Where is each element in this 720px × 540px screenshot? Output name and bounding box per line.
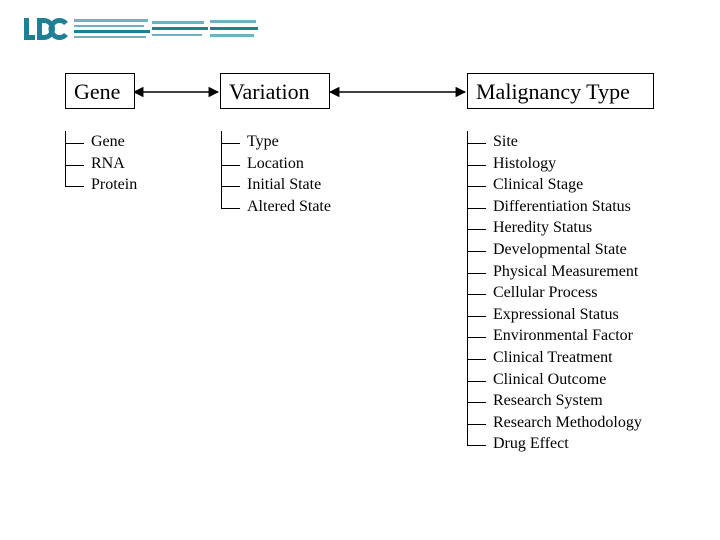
gene-box [65,73,135,109]
list-item: Gene [91,131,137,153]
malignancy-items-list [493,131,642,455]
list-item: Protein [91,174,137,196]
list-item: Clinical Treatment [493,347,642,369]
list-item: Developmental State [493,239,642,261]
list-item: Location [247,153,331,175]
list-item: Histology [493,153,642,175]
list-item: Type [247,131,331,153]
list-item: Cellular Process [493,282,642,304]
list-item: Drug Effect [493,433,642,455]
list-item: Clinical Stage [493,174,642,196]
list-item: Research Methodology [493,412,642,434]
malignancy-type-heading: Malignancy Type [476,79,630,104]
list-item: Differentiation Status [493,196,642,218]
list-item: Expressional Status [493,304,642,326]
gene-heading: Gene [74,79,121,104]
variation-heading: Variation [229,79,310,104]
list-item: Clinical Outcome [493,369,642,391]
list-item: Physical Measurement [493,261,642,283]
list-item: Initial State [247,174,331,196]
list-item: RNA [91,153,137,175]
malignancy-type-box [467,73,654,109]
variation-items-list [247,131,331,217]
gene-items-list [91,131,137,196]
list-item: Heredity Status [493,217,642,239]
list-item: Altered State [247,196,331,218]
list-item: Research System [493,390,642,412]
bracket-line [65,131,66,186]
variation-box [220,73,330,109]
bracket-line [467,131,468,445]
list-item: Site [493,131,642,153]
list-item: Environmental Factor [493,325,642,347]
